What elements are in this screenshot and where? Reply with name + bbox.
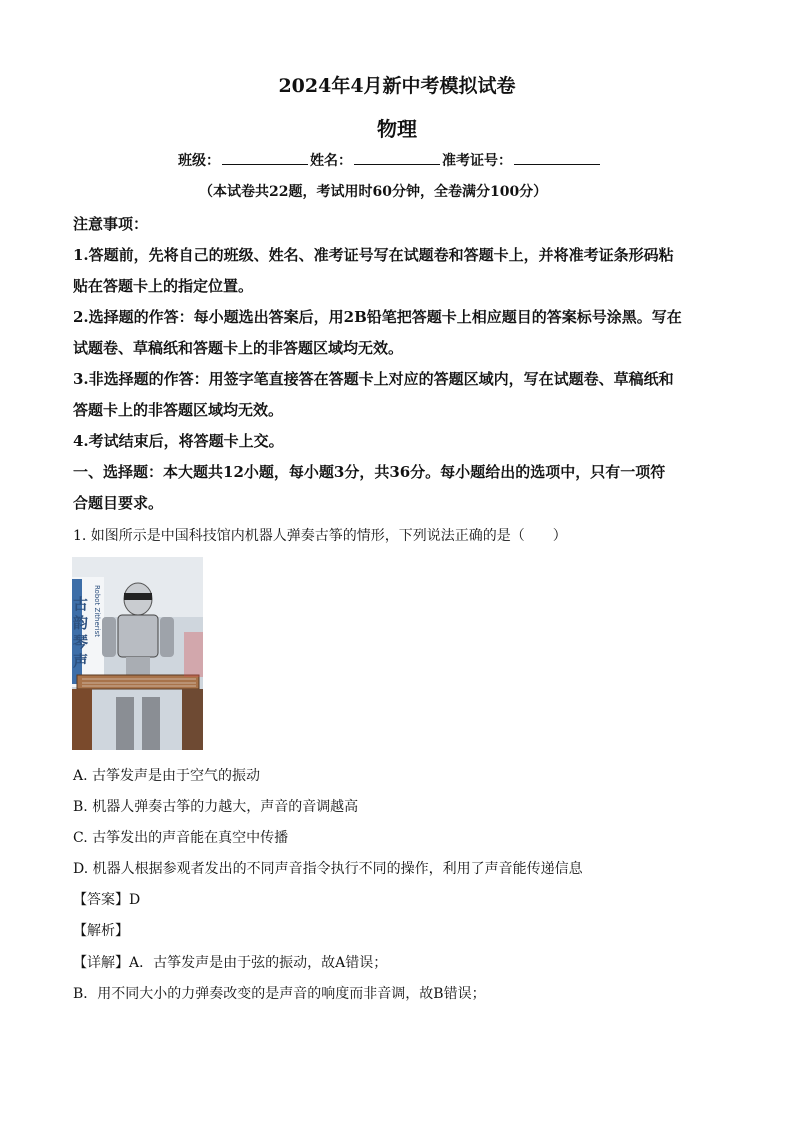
robot-photo-illustration (72, 557, 203, 750)
analysis-heading: 【解析】 (73, 923, 129, 939)
sign-char: 古 (73, 595, 89, 613)
notes-heading: 注意事项： (73, 215, 149, 233)
section-1-line-2: 合题目要求。 (73, 494, 164, 512)
note-1-line-1: 1.答题前，先将自己的班级、姓名、准考证号写在试题卷和答题卡上，并将准考证条形码粘 (73, 246, 674, 264)
name-label: 姓名： (310, 153, 352, 169)
robot-zither-photo (72, 557, 203, 750)
photo-sign-english: Robot Zitherist (93, 585, 101, 637)
question-1-stem: 1. 如图所示是中国科技馆内机器人弹奏古筝的情形，下列说法正确的是（ ） (73, 528, 567, 544)
sign-char: 声 (73, 652, 89, 670)
student-fields (178, 150, 602, 170)
sign-char: 韵 (73, 614, 89, 632)
photo-sign-chinese (73, 595, 89, 671)
detail-a: 【详解】A．古筝发声是由于弦的振动，故A错误； (73, 955, 388, 971)
note-3-line-1: 3.非选择题的作答：用签字笔直接答在答题卡上对应的答题区域内，写在试题卷、草稿纸和 (73, 370, 674, 388)
note-4: 4.考试结束后，将答题卡上交。 (73, 432, 284, 450)
section-1-line-1: 一、选择题：本大题共12小题，每小题3分，共36分。每小题给出的选项中，只有一项符 (73, 463, 666, 481)
detail-b: B．用不同大小的力弹奏改变的是声音的响度而非音调，故B错误； (73, 986, 486, 1002)
exam-title: 2024年4月新中考模拟试卷 (278, 75, 516, 97)
option-b: B. 机器人弹奏古筝的力越大，声音的音调越高 (73, 799, 359, 815)
note-2-line-2: 试题卷、草稿纸和答题卡上的非答题区域均无效。 (73, 339, 404, 357)
note-3-line-2: 答题卡上的非答题区域均无效。 (73, 401, 284, 419)
note-1-line-2: 贴在答题卡上的指定位置。 (73, 277, 254, 295)
option-d: D. 机器人根据参观者发出的不同声音指令执行不同的操作，利用了声音能传递信息 (73, 861, 583, 877)
name-blank[interactable] (354, 150, 440, 165)
note-2-line-1: 2.选择题的作答：每小题选出答案后，用2B铅笔把答题卡上相应题目的答案标号涂黑。写在 (73, 308, 682, 326)
id-label: 准考证号： (442, 153, 512, 169)
id-blank[interactable] (514, 150, 600, 165)
exam-subject: 物理 (377, 117, 417, 141)
class-label: 班级： (178, 153, 220, 169)
sign-char: 琴 (73, 633, 89, 651)
answer: 【答案】D (73, 892, 141, 908)
exam-info: （本试卷共22题，考试用时60分钟，全卷满分100分） (199, 184, 548, 200)
option-c: C. 古筝发出的声音能在真空中传播 (73, 830, 289, 846)
option-a: A. 古筝发声是由于空气的振动 (73, 768, 261, 784)
class-blank[interactable] (222, 150, 308, 165)
